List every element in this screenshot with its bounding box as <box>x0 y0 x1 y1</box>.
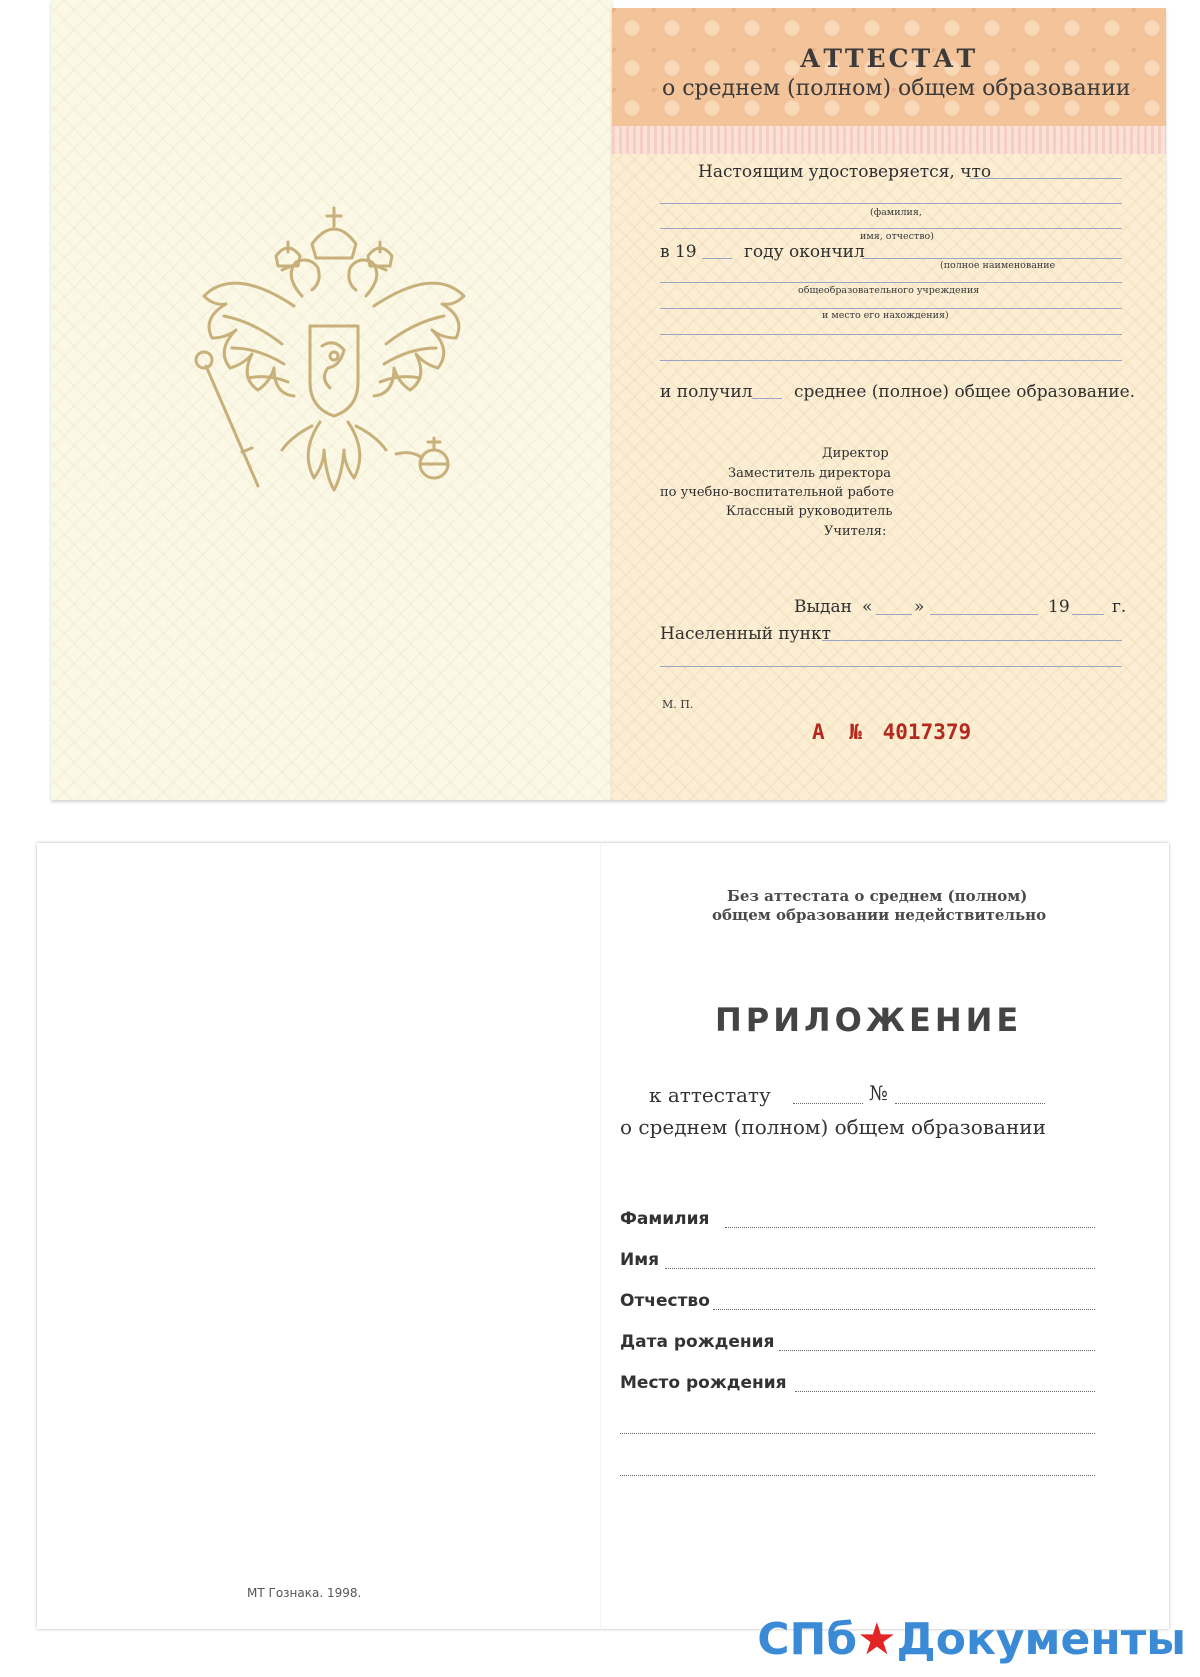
institution-fill-line-5 <box>660 360 1122 361</box>
surname-hint: (фамилия, <box>870 207 922 218</box>
security-strip <box>612 126 1166 154</box>
locality-fill-line <box>822 640 1122 641</box>
issued-year-fill-line <box>1072 614 1104 615</box>
appendix-to-certificate: к аттестату <box>649 1083 771 1107</box>
field-surname-label: Фамилия <box>620 1209 710 1229</box>
institution-fill-line-2 <box>660 282 1122 283</box>
certificate-subtitle: о среднем (полном) общем образовании <box>662 76 1131 101</box>
field-birth-place-label: Место рождения <box>620 1373 787 1393</box>
name-hint: имя, отчество) <box>860 231 934 242</box>
issued-year-suffix: г. <box>1112 597 1127 617</box>
field-name-label: Имя <box>620 1250 660 1270</box>
issued-label: Выдан <box>794 597 852 617</box>
appendix-series-fill <box>793 1103 863 1104</box>
name-fill-line <box>660 203 1122 204</box>
printer-imprint: МТ Гознака. 1998. <box>247 1586 362 1600</box>
year-fill-line <box>702 258 732 259</box>
serial-series: А <box>812 720 825 744</box>
field-birth-date-fill <box>779 1350 1095 1351</box>
serial-number-sign: № <box>849 720 862 744</box>
certify-fill-line <box>970 178 1122 179</box>
signature-deputy-line1: Заместитель директора <box>728 466 892 481</box>
certificate-serial-number <box>812 720 971 744</box>
field-surname-fill <box>725 1227 1095 1228</box>
institution-fill-line-4 <box>660 334 1122 335</box>
locality-label: Населенный пункт <box>660 624 832 644</box>
site-watermark-logo <box>757 1614 1186 1665</box>
field-patronymic-label: Отчество <box>620 1291 710 1311</box>
issued-quote-open: « <box>862 597 873 617</box>
institution-fill-line-3 <box>660 308 1122 309</box>
appendix-notice-line1: Без аттестата о среднем (полном) <box>727 887 1028 905</box>
certify-label: Настоящим удостоверяется, что <box>698 162 992 182</box>
signature-class-teacher: Классный руководитель <box>726 504 893 519</box>
appendix-subtitle: о среднем (полном) общем образовании <box>620 1115 1046 1139</box>
appendix-number-fill <box>895 1103 1045 1104</box>
field-birth-place-fill <box>795 1391 1095 1392</box>
field-name-fill <box>665 1268 1095 1269</box>
locality-fill-line-2 <box>660 666 1122 667</box>
certificate-title: АТТЕСТАТ <box>799 44 979 73</box>
certificate-right-page <box>612 8 1166 800</box>
watermark-part1: СПб <box>757 1614 858 1665</box>
institution-hint-1: (полное наименование <box>940 260 1056 271</box>
appendix-title: ПРИЛОЖЕНИЕ <box>715 1001 1023 1039</box>
graduated-label: году окончил <box>744 242 865 262</box>
appendix-page <box>37 843 1169 1629</box>
education-label: среднее (полное) общее образование. <box>794 382 1136 402</box>
star-icon: ★ <box>857 1614 897 1665</box>
field-patronymic-fill <box>713 1309 1095 1310</box>
field-birth-place-fill-2 <box>620 1433 1095 1434</box>
fold-line <box>600 843 601 1629</box>
year-prefix: в 19 <box>660 242 697 262</box>
field-birth-place-fill-3 <box>620 1475 1095 1476</box>
stamp-place-label: М. П. <box>662 698 694 711</box>
certificate-left-page <box>51 0 612 800</box>
appendix-number-sign: № <box>869 1081 888 1105</box>
signature-director: Директор <box>822 446 889 461</box>
issued-month-fill-line <box>930 614 1038 615</box>
signature-deputy-line2: по учебно-воспитательной работе <box>660 485 895 500</box>
issued-day-fill-line <box>876 614 912 615</box>
russian-coat-of-arms-emblem <box>184 196 484 536</box>
issued-year-prefix: 19 <box>1048 597 1070 617</box>
received-label: и получил <box>660 382 753 402</box>
received-fill-line <box>752 398 782 399</box>
signature-teachers: Учителя: <box>824 524 887 539</box>
watermark-part2: Документы <box>896 1614 1186 1665</box>
issued-quote-close: » <box>914 597 925 617</box>
institution-hint-2: общеобразовательного учреждения <box>798 285 980 296</box>
serial-number: 4017379 <box>882 720 972 744</box>
appendix-notice-line2: общем образовании недействительно <box>712 906 1047 924</box>
field-birth-date-label: Дата рождения <box>620 1332 775 1352</box>
institution-fill-line <box>862 258 1122 259</box>
institution-hint-3: и место его нахождения) <box>822 310 949 321</box>
name-fill-line-2 <box>660 228 1122 229</box>
